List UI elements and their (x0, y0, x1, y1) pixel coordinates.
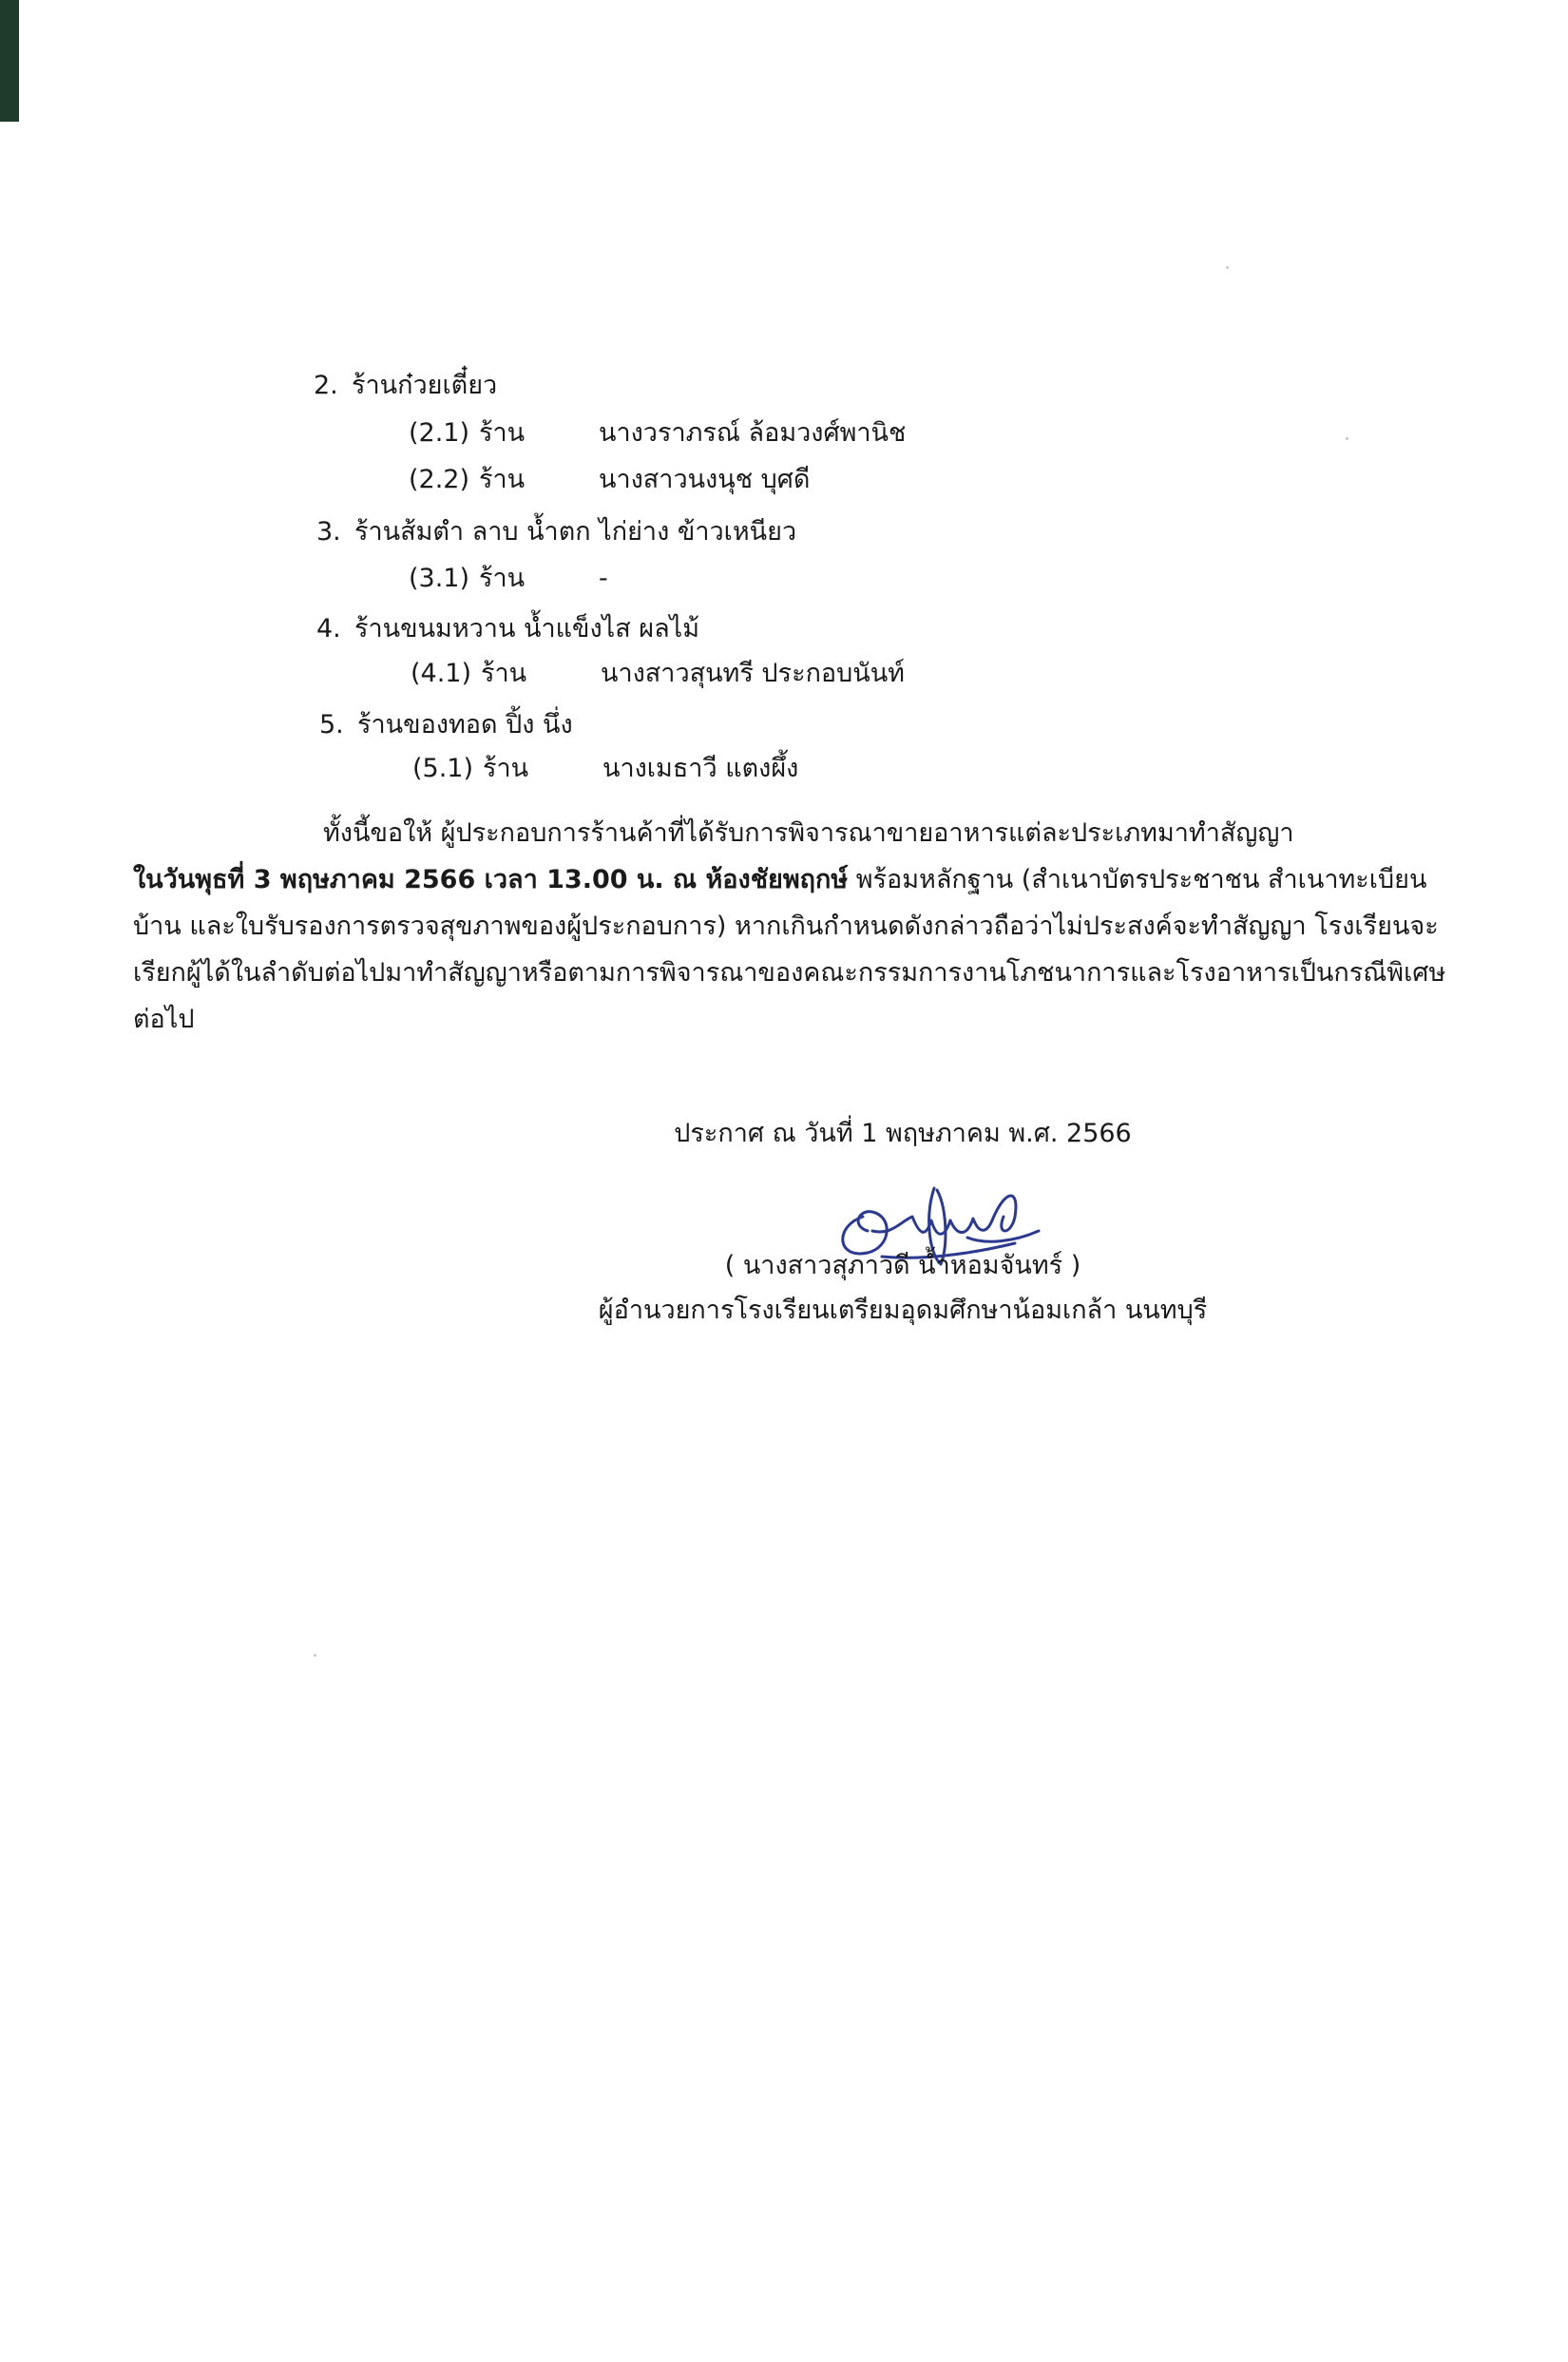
paragraph-line: ทั้งนี้ขอให้ ผู้ประกอบการร้านค้าที่ได้รับการพิจารณาขายอาหารแต่ละประเภทมาทำสัญญา (323, 818, 1294, 848)
scan-speck (1226, 266, 1229, 269)
signer-name: ( นางสาวสุภาวดี น้ำหอมจันทร์ ) (724, 1251, 1081, 1280)
subitem-shop: ร้าน (483, 754, 529, 783)
list-subitem-5-1 (412, 751, 798, 787)
subitem-owner: นางวราภรณ์ ล้อมวงศ์พานิช (599, 418, 907, 448)
paragraph-line-rest: พร้อมหลักฐาน (สำเนาบัตรประชาชน สำเนาทะเบียน (848, 865, 1427, 894)
subitem-number: (5.1) (412, 754, 474, 783)
scan-speck (1346, 437, 1348, 440)
list-item-5 (319, 707, 573, 743)
list-subitem-2-2 (409, 462, 810, 498)
list-item-number: 3. (316, 517, 341, 547)
list-subitem-4-1 (411, 656, 905, 692)
paragraph-line: เรียกผู้ได้ในลำดับต่อไปมาทำสัญญาหรือตามการพิจารณาของคณะกรรมการงานโภชนาการและโรงอาหารเป็นกรณีพิเศษ (133, 958, 1446, 988)
list-item-title: ร้านของทอด ปิ้ง นึ่ง (357, 710, 573, 739)
list-item-title: ร้านก๋วยเตี๋ยว (352, 371, 498, 400)
subitem-number: (3.1) (409, 564, 470, 593)
scan-edge-mark (0, 0, 19, 122)
subitem-number: (2.1) (409, 418, 470, 448)
announcement-date: ประกาศ ณ วันที่ 1 พฤษภาคม พ.ศ. 2566 (674, 1119, 1132, 1148)
subitem-owner: นางสาวสุนทรี ประกอบนันท์ (601, 659, 905, 688)
list-subitem-3-1 (409, 561, 608, 597)
list-subitem-2-1 (409, 415, 906, 451)
list-item-2 (314, 368, 497, 404)
list-item-title: ร้านขนมหวาน น้ำแข็งไส ผลไม้ (354, 614, 700, 643)
subitem-owner: นางสาวนงนุช บุศดี (599, 465, 811, 494)
scan-speck (314, 1654, 316, 1657)
subitem-shop: ร้าน (479, 418, 526, 448)
paragraph-line: บ้าน และใบรับรองการตรวจสุขภาพของผู้ประกอบการ) หากเกินกำหนดดังกล่าวถือว่าไม่ประสงค์จะทำสัญญา โรงเรียนจะ (133, 912, 1439, 941)
paragraph-line: ต่อไป (133, 1005, 195, 1034)
subitem-shop: ร้าน (479, 564, 526, 593)
subitem-shop: ร้าน (479, 465, 526, 494)
subitem-number: (2.2) (409, 465, 470, 494)
subitem-number: (4.1) (411, 659, 472, 688)
list-item-title: ร้านส้มตำ ลาบ น้ำตก ไก่ย่าง ข้าวเหนียว (354, 517, 797, 547)
list-item-number: 4. (316, 614, 341, 643)
signer-position: ผู้อำนวยการโรงเรียนเตรียมอุดมศึกษาน้อมเกล้า นนทบุรี (598, 1296, 1208, 1325)
subitem-owner: - (599, 564, 608, 593)
list-item-number: 5. (319, 710, 344, 739)
subitem-owner: นางเมธาวี แตงผึ้ง (602, 754, 799, 783)
paragraph-line (133, 856, 1449, 903)
subitem-shop: ร้าน (481, 659, 527, 688)
contract-date-bold: ในวันพุธที่ 3 พฤษภาคม 2566 เวลา 13.00 น. ณ ห้องชัยพฤกษ์ (133, 865, 849, 894)
list-item-4 (316, 611, 699, 647)
list-item-3 (316, 514, 796, 550)
list-item-number: 2. (314, 371, 338, 400)
contract-notice-paragraph (133, 810, 1449, 1043)
